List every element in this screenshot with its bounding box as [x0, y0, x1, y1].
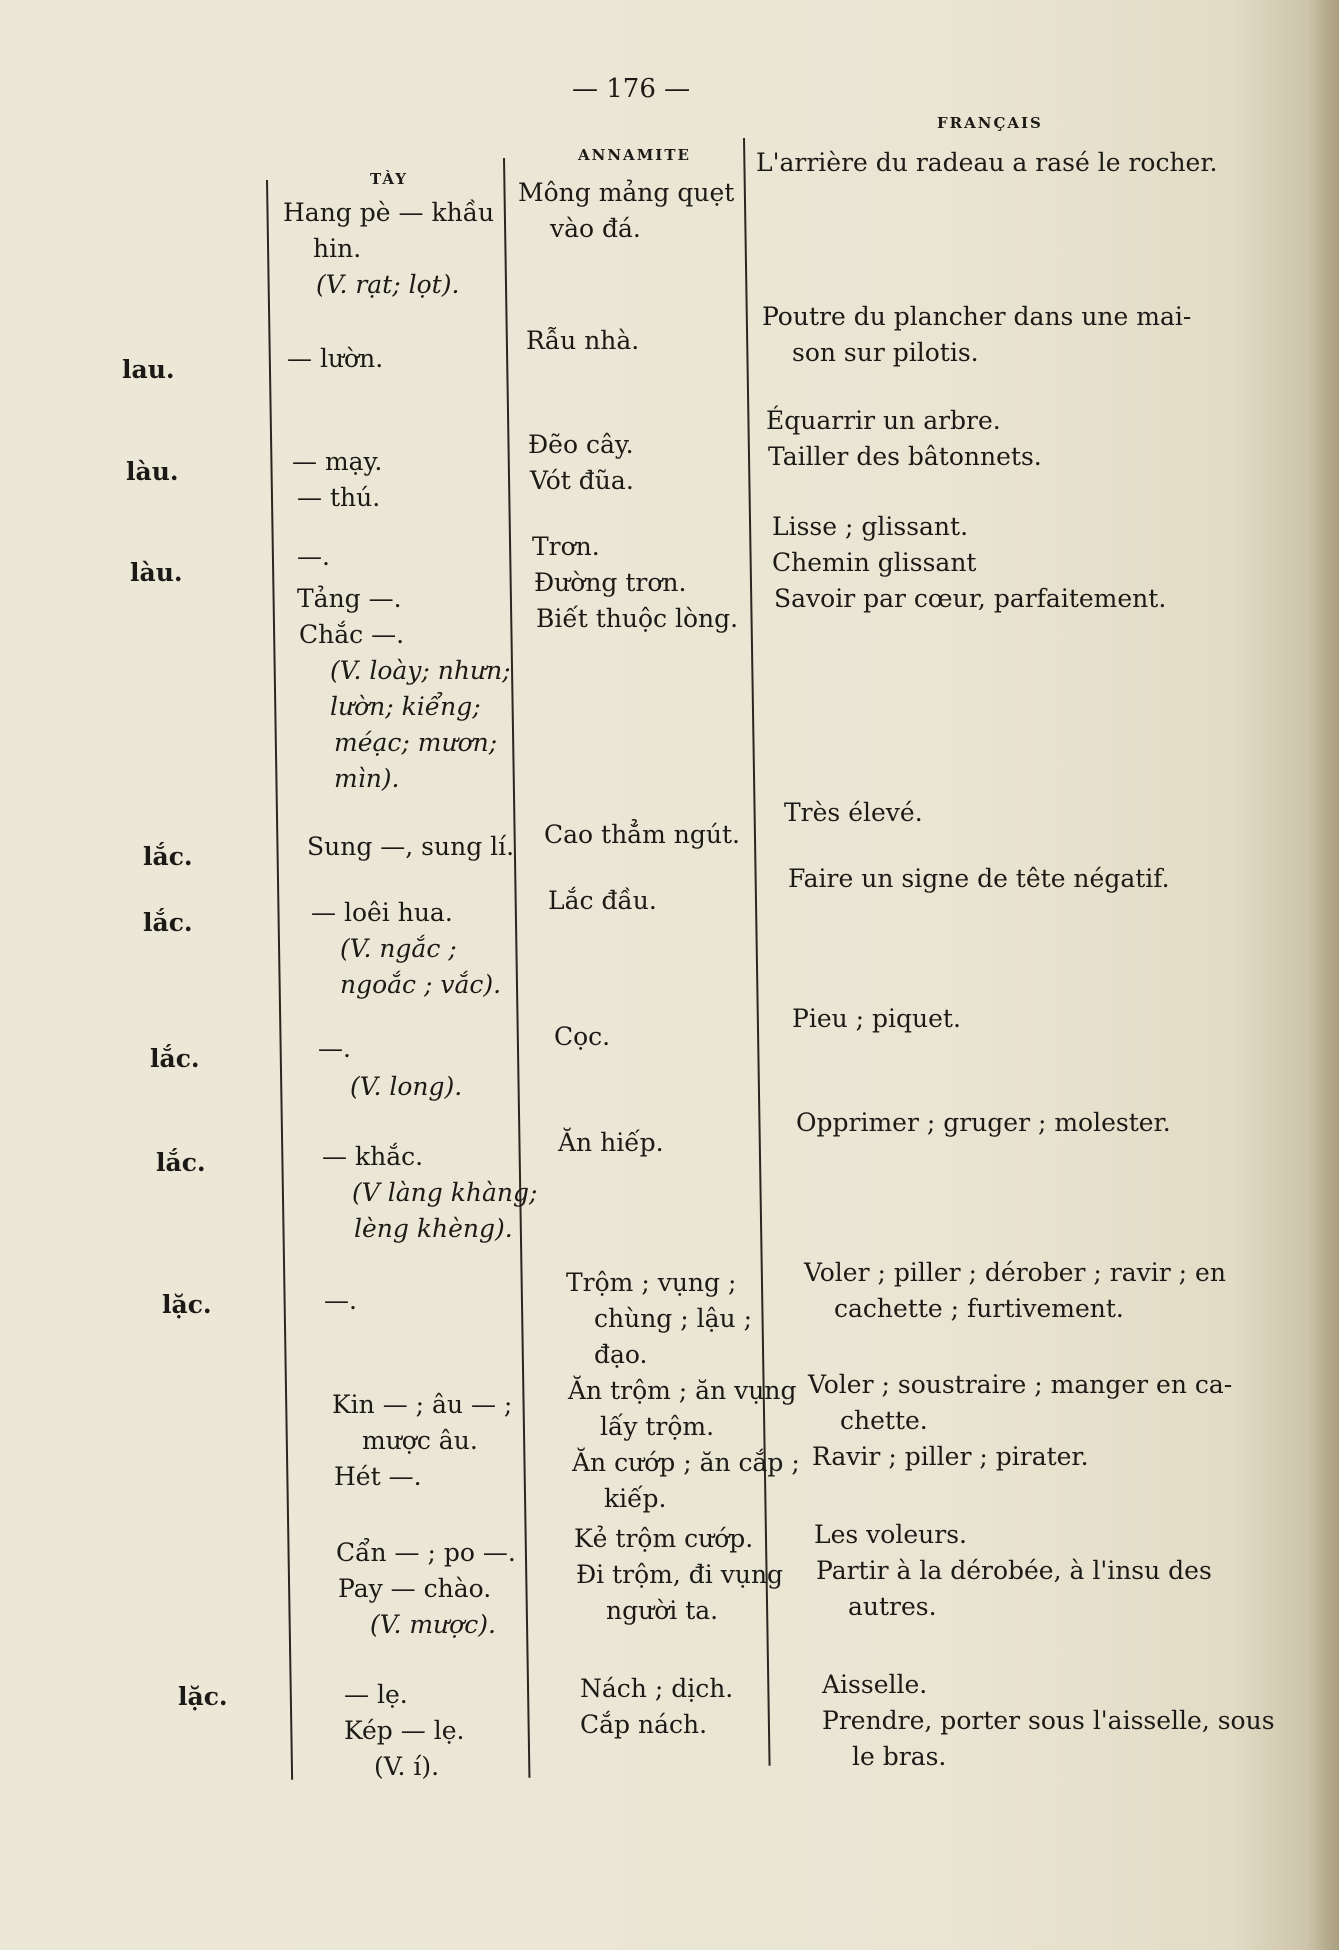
annamite-line: Cao thẳm ngút.: [544, 820, 740, 849]
column-rule-middle: [503, 158, 530, 1778]
francais-line: autres.: [848, 1592, 937, 1621]
francais-line: Voler ; piller ; dérober ; ravir ; en: [804, 1258, 1226, 1287]
annamite-line: Ăn hiếp.: [558, 1128, 664, 1157]
francais-line: Équarrir un arbre.: [766, 406, 1001, 435]
annamite-line: Lắc đầu.: [548, 886, 657, 915]
tay-line: ngoắc ; vắc).: [340, 970, 502, 999]
tay-line: (V làng khàng;: [352, 1178, 538, 1207]
annamite-line: Cắp nách.: [580, 1710, 708, 1739]
annamite-line: vào đá.: [550, 214, 641, 243]
tay-line: — mạy.: [292, 447, 383, 476]
headword: lắc.: [143, 908, 193, 937]
annamite-line: Trộm ; vụng ;: [566, 1268, 737, 1297]
headword: lắc.: [156, 1148, 206, 1177]
headword: lau.: [122, 355, 175, 384]
annamite-line: Rẫu nhà.: [526, 326, 640, 355]
annamite-line: chùng ; lậu ;: [594, 1304, 752, 1333]
tay-line: Hang pè — khầu: [283, 198, 495, 227]
francais-line: Lisse ; glissant.: [772, 512, 969, 541]
annamite-line: Cọc.: [554, 1022, 611, 1051]
page-number: — 176 —: [572, 74, 691, 104]
francais-line: cachette ; furtivement.: [834, 1294, 1124, 1323]
francais-line: L'arrière du radeau a rasé le rocher.: [756, 148, 1218, 177]
tay-line: (V. mược).: [370, 1610, 496, 1639]
annamite-line: đạo.: [594, 1340, 648, 1369]
tay-line: Sung —, sung lí.: [307, 832, 515, 861]
headword: lắc.: [143, 842, 193, 871]
tay-line: (V. ngắc ;: [340, 934, 457, 963]
annamite-line: lấy trộm.: [600, 1412, 715, 1441]
tay-line: (V. loày; nhưn;: [330, 656, 511, 685]
francais-line: Opprimer ; gruger ; molester.: [796, 1108, 1171, 1137]
francais-line: le bras.: [852, 1742, 947, 1771]
tay-line: — lẹ.: [344, 1680, 408, 1709]
annamite-line: Ăn cướp ; ăn cắp ;: [572, 1448, 800, 1477]
tay-line: —.: [318, 1034, 351, 1063]
francais-line: Prendre, porter sous l'aisselle, sous: [822, 1706, 1275, 1735]
tay-line: méạc; mươn;: [334, 728, 498, 757]
tay-line: — khắc.: [322, 1142, 424, 1171]
francais-line: Voler ; soustraire ; manger en ca-: [808, 1370, 1233, 1399]
page-edge: [1305, 0, 1339, 1950]
francais-line: Poutre du plancher dans une mai-: [762, 302, 1192, 331]
annamite-line: Đi trộm, đi vụng: [576, 1560, 784, 1589]
tay-line: (V. long).: [350, 1072, 463, 1101]
tay-line: —.: [297, 542, 330, 571]
headword: làu.: [130, 558, 183, 587]
headword: lặc.: [178, 1682, 228, 1711]
header-francais: FRANÇAIS: [937, 114, 1043, 132]
tay-line: lèng khèng).: [354, 1214, 513, 1243]
tay-line: Tảng —.: [297, 584, 402, 613]
annamite-line: Mông mảng quẹt: [518, 178, 735, 207]
annamite-line: Đẽo cây.: [528, 430, 634, 459]
tay-line: — lườn.: [287, 344, 384, 373]
annamite-line: Kẻ trộm cướp.: [574, 1524, 754, 1553]
francais-line: Très élevé.: [784, 798, 923, 827]
annamite-line: Vót đũa.: [530, 466, 634, 495]
francais-line: Chemin glissant: [772, 548, 977, 577]
francais-line: Pieu ; piquet.: [792, 1004, 961, 1033]
tay-line: — thú.: [297, 483, 381, 512]
tay-line: Pay — chào.: [338, 1574, 492, 1603]
francais-line: chette.: [840, 1406, 928, 1435]
headword: lặc.: [162, 1290, 212, 1319]
tay-line: (V. í).: [374, 1752, 440, 1781]
tay-line: (V. rạt; lọt).: [316, 270, 460, 299]
annamite-line: Biết thuộc lòng.: [536, 604, 739, 633]
header-annamite: ANNAMITE: [578, 146, 691, 164]
tay-line: Chắc —.: [299, 620, 405, 649]
annamite-line: Ăn trộm ; ăn vụng: [568, 1376, 797, 1405]
francais-line: Tailler des bâtonnets.: [768, 442, 1042, 471]
tay-line: mược âu.: [362, 1426, 478, 1455]
francais-line: son sur pilotis.: [792, 338, 979, 367]
francais-line: Les voleurs.: [814, 1520, 967, 1549]
tay-line: Cẩn — ; po —.: [336, 1538, 516, 1567]
tay-line: —.: [324, 1286, 357, 1315]
tay-line: Hét —.: [334, 1462, 422, 1491]
tay-line: mìn).: [334, 764, 400, 793]
annamite-line: Đường trơn.: [534, 568, 687, 597]
annamite-line: Nách ; dịch.: [580, 1674, 734, 1703]
annamite-line: Trơn.: [532, 532, 600, 561]
tay-line: Kin — ; âu — ;: [332, 1390, 513, 1419]
tay-line: — loêi hua.: [311, 898, 453, 927]
annamite-line: kiếp.: [604, 1484, 667, 1513]
tay-line: hin.: [313, 234, 362, 263]
francais-line: Aisselle.: [822, 1670, 928, 1699]
column-rule-left: [266, 180, 293, 1780]
francais-line: Savoir par cœur, parfaitement.: [774, 584, 1167, 613]
tay-line: Kép — lẹ.: [344, 1716, 465, 1745]
francais-line: Partir à la dérobée, à l'insu des: [816, 1556, 1212, 1585]
francais-line: Faire un signe de tête négatif.: [788, 864, 1170, 893]
headword: làu.: [126, 457, 179, 486]
francais-line: Ravir ; piller ; pirater.: [812, 1442, 1089, 1471]
tay-line: lườn; kiểng;: [330, 692, 481, 721]
annamite-line: người ta.: [606, 1596, 719, 1625]
header-tay: TÀY: [370, 170, 408, 188]
headword: lắc.: [150, 1044, 200, 1073]
